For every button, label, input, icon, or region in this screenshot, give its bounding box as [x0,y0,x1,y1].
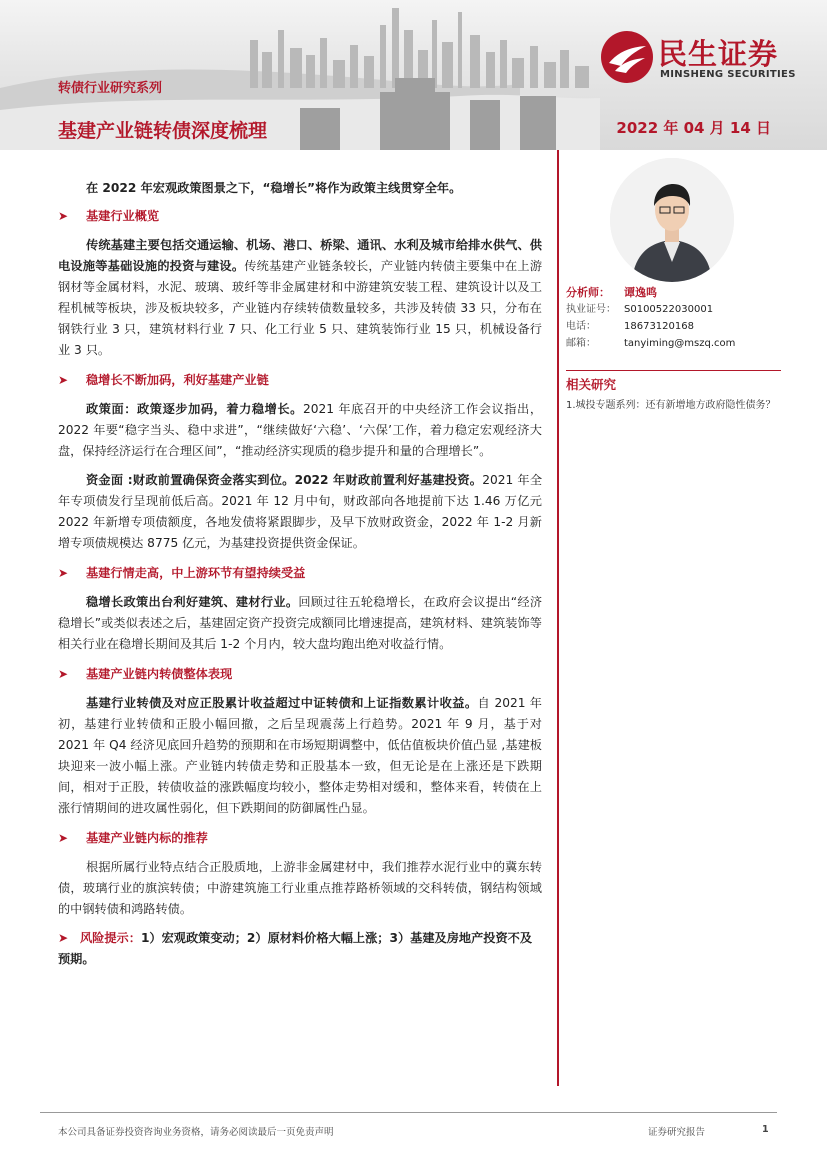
arrow-icon: ➤ [58,666,69,681]
related-research-link[interactable]: 1.城投专题系列：还有新增地方政府隐性债务？ [566,400,776,411]
paragraph [58,693,542,819]
report-title: 基建产业链转债深度梳理 [58,120,268,142]
analyst-avatar-icon [610,158,734,282]
logo-text-en: MINSHENG SECURITIES [660,69,796,80]
company-logo [600,30,810,86]
section-title: 基建行业概览 [86,208,160,223]
analyst-photo [610,158,734,282]
main-content [58,178,542,970]
related-research-title: 相关研究 [566,370,781,393]
cert-row [566,301,781,318]
report-series: 转债行业研究系列 [58,81,163,96]
paragraph-text: 根据所属行业特点结合正股质地，上游非金属建材中，我们推荐水泥行业中的冀东转债，玻璃行业的旗滨转债；中游建筑施工行业重点推荐路桥领域的交科转债，钢结构领域的中钢转债和鸿路转债。 [58,860,542,916]
paragraph [58,399,542,462]
column-divider [557,150,559,1086]
cert-value: S0100522030001 [624,304,714,315]
footer-divider [40,1112,777,1113]
risk-label: 风险提示： [80,931,141,945]
analyst-name: 谭逸鸣 [624,286,657,299]
page-number: 1 [762,1124,769,1135]
lead-sentence: 在 2022 年宏观政策图景之下，“稳增长”将作为政策主线贯穿全年。 [86,181,462,195]
phone-label: 电话： [566,321,596,332]
paragraph [58,857,542,920]
analyst-row [566,284,781,301]
paragraph-text: 传统基建产业链条较长，产业链内转债主要集中在上游钢材等金属材料，水泥、玻璃、玻纤等非金属建材和中游建筑安装工程、建筑设计以及工程机械等板块，涉及板块较多，产业链内存续转债数量较多，共涉及转债 33 只，分布在钢铁行业 3 只，建筑材料行业 7 只、化工行业 5 只、建筑装饰行业 15 只，机械设备行业 3 只。 [58,259,543,357]
risk-text: 1）宏观政策变动；2）原材料价格大幅上涨；3）基建及房地产投资不及预期。 [58,931,533,966]
paragraph-text: 2021 年底召开的中央经济工作会议指出，2022 年要“稳字当头、稳中求进”，“继续做好‘六稳’、‘六保’工作，着力稳定宏观经济大盘，保持经济运行在合理区间”，“推动经济实现质的稳步提升和量的合理增长”。 [58,402,543,458]
paragraph-text: 2021 年全年专项债发行呈现前低后高。2021 年 12 月中旬，财政部向各地提前下达 1.46 万亿元 2022 年新增专项债额度，各地发债将紧跟脚步，及早下放财政资金，2022 年 1-2 月新增专项债规模达 8775 亿元，为基建投资提供资金保证。 [58,473,543,550]
email-row [566,335,781,352]
arrow-icon: ➤ [58,565,69,580]
email-link[interactable]: tanyiming@mszq.com [624,338,736,349]
section-heading [58,663,542,685]
paragraph-lead: 稳增长政策出台利好建筑、建材行业。 [86,595,299,609]
arrow-icon: ➤ [58,830,69,845]
section-title: 基建产业链内标的推荐 [86,830,208,845]
paragraph [58,592,542,655]
paragraph-lead: 基建行业转债及对应正股累计收益超过中证转债和上证指数累计收益。 [86,696,478,710]
arrow-icon: ➤ [58,208,69,223]
phone-value: 18673120168 [624,321,694,332]
paragraph-lead: 资金面 :财政前置确保资金落实到位。2022 年财政前置利好基建投资。 [86,473,483,487]
footer-report-type: 证券研究报告 [648,1127,706,1138]
section-heading [58,205,542,227]
section-heading [58,827,542,849]
phone-row [566,318,781,335]
analyst-info [566,284,781,352]
email-label: 邮箱： [566,338,596,349]
paragraph-lead: 传统基建主要包括交通运输、机场、港口、桥梁、通讯、水利及城市给排水供气、供电设施等基础设施的投资与建设。 [58,238,542,273]
paragraph-lead: 政策面：政策逐步加码，着力稳增长。 [86,402,303,416]
cert-label: 执业证号： [566,304,616,315]
logo-mark-icon [600,30,654,84]
logo-text-cn: 民生证券 [658,37,779,71]
section-title: 稳增长不断加码，利好基建产业链 [86,372,269,387]
arrow-icon: ➤ [58,372,69,387]
section-title: 基建产业链内转债整体表现 [86,666,233,681]
section-heading [58,369,542,391]
section-title: 基建行情走高，中上游环节有望持续受益 [86,565,306,580]
arrow-icon: ➤ [58,931,69,945]
paragraph [58,470,542,554]
analyst-label: 分析师： [566,286,610,299]
paragraph [58,235,542,361]
paragraph-text: 回顾过往五轮稳增长，在政府会议提出“经济稳增长”或类似表述之后，基建固定资产投资完成额同比增速提高，建筑材料、建筑装饰等相关行业在稳增长期间及其后 1-2 个月内，较大盘均跑出绝对收益行情。 [58,595,543,651]
header-banner [0,0,827,150]
risk-warning [58,928,542,970]
paragraph-text: 自 2021 年初，基建行业转债和正股小幅回撤，之后呈现震荡上行趋势。2021 年 9 月，基于对 2021 年 Q4 经济见底回升趋势的预期和在市场短期调整中，低估值板块价值凸显 ,基建板块迎来一波小幅上涨。产业链内转债走势和正股基本一致，但无论是在上涨还是下跌期间，相对于正股，转债收益的涨跌幅度均较小，整体走势相对缓和，整体来看，转债在上涨行情期间的进攻属性弱化，但下跌期间的防御属性凸显。 [58,696,542,815]
report-date: 2022 年 04 月 14 日 [616,119,771,137]
section-heading [58,562,542,584]
footer-disclaimer: 本公司具备证券投资咨询业务资格，请务必阅读最后一页免责声明 [58,1127,334,1138]
